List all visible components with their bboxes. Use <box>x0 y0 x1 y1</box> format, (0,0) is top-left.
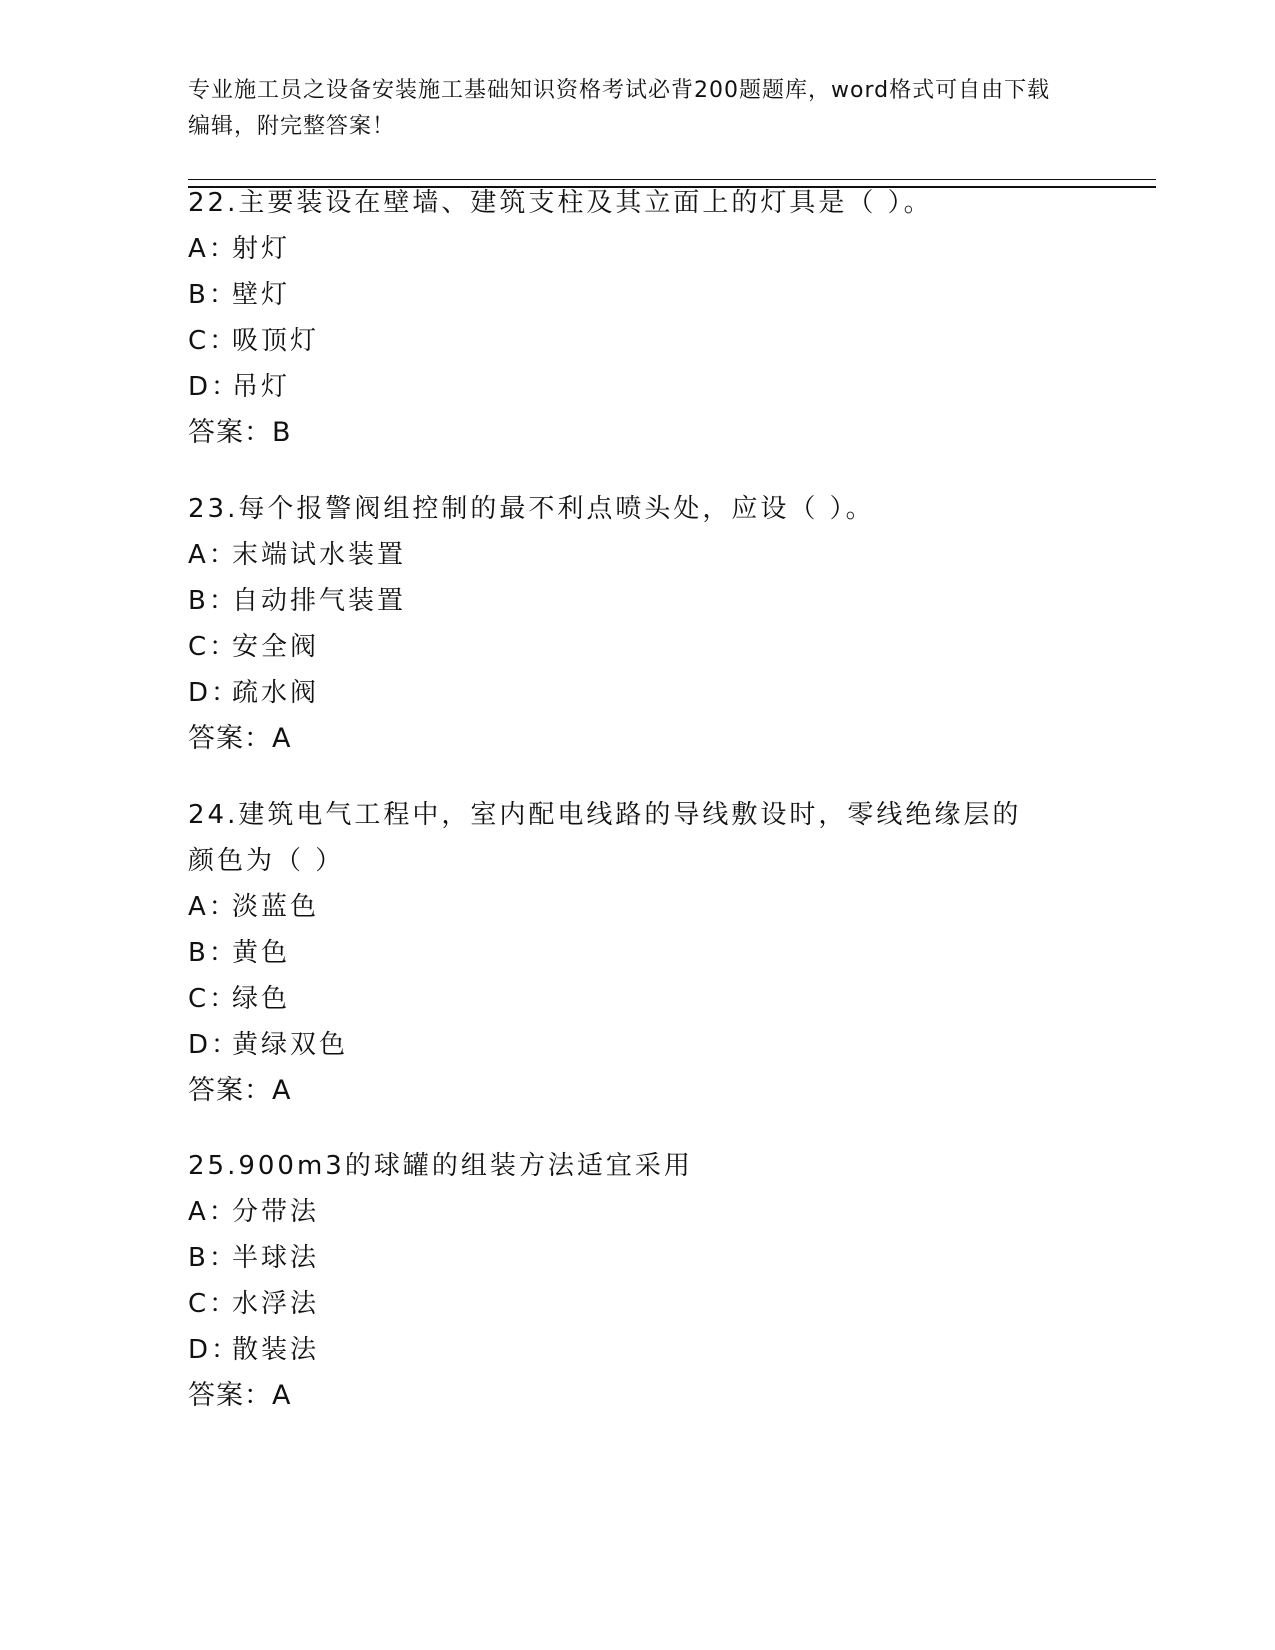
option-text: 半球法 <box>232 1243 320 1273</box>
option-key: A： <box>188 234 238 264</box>
answer-value: A <box>272 723 291 754</box>
question-23 <box>188 486 1088 762</box>
option-d <box>188 364 1088 410</box>
option-key: D： <box>188 678 241 708</box>
option-text: 水浮法 <box>232 1289 320 1319</box>
option-key: B： <box>188 280 238 310</box>
option-text: 黄色 <box>232 938 291 968</box>
option-d <box>188 1327 1088 1373</box>
option-b <box>188 1235 1088 1281</box>
answer-label: 答案： <box>188 723 272 754</box>
option-b <box>188 272 1088 318</box>
option-b <box>188 578 1088 624</box>
answer-label: 答案： <box>188 417 272 448</box>
option-a <box>188 532 1088 578</box>
option-key: A： <box>188 892 238 922</box>
answer-line <box>188 1068 1088 1114</box>
option-text: 末端试水装置 <box>232 540 407 570</box>
option-b <box>188 930 1088 976</box>
option-text: 分带法 <box>232 1197 320 1227</box>
question-25 <box>188 1143 1088 1419</box>
answer-line <box>188 1373 1088 1419</box>
option-key: D： <box>188 372 241 402</box>
option-d <box>188 1022 1088 1068</box>
option-text: 射灯 <box>232 234 291 264</box>
option-text: 淡蓝色 <box>232 892 320 922</box>
option-key: B： <box>188 1243 238 1273</box>
option-text: 疏水阀 <box>232 678 320 708</box>
option-key: C： <box>188 1289 239 1319</box>
answer-value: A <box>272 1380 291 1411</box>
answer-label: 答案： <box>188 1380 272 1411</box>
option-text: 绿色 <box>232 984 291 1014</box>
option-a <box>188 226 1088 272</box>
answer-line <box>188 716 1088 762</box>
option-key: B： <box>188 586 238 616</box>
question-22 <box>188 180 1088 456</box>
question-stem: 25.900m3的球罐的组装方法适宜采用 <box>188 1151 693 1181</box>
option-key: D： <box>188 1335 241 1365</box>
question-stem: 23.每个报警阀组控制的最不利点喷头处，应设（ ）。 <box>188 494 875 524</box>
option-key: C： <box>188 326 239 356</box>
option-key: D： <box>188 1030 241 1060</box>
option-key: C： <box>188 984 239 1014</box>
option-d <box>188 670 1088 716</box>
question-stem: 24.建筑电气工程中，室内配电线路的导线敷设时，零线绝缘层的颜色为（ ） <box>188 800 1022 876</box>
option-key: A： <box>188 1197 238 1227</box>
question-stem: 22.主要装设在壁墙、建筑支柱及其立面上的灯具是（ ）。 <box>188 188 933 218</box>
option-text: 黄绿双色 <box>232 1030 349 1060</box>
option-text: 自动排气装置 <box>232 586 407 616</box>
option-text: 吊灯 <box>232 372 291 402</box>
option-key: C： <box>188 632 239 662</box>
option-c <box>188 976 1088 1022</box>
option-text: 安全阀 <box>232 632 320 662</box>
option-key: B： <box>188 938 238 968</box>
option-a <box>188 884 1088 930</box>
answer-value: B <box>272 417 291 448</box>
document-header: 专业施工员之设备安装施工基础知识资格考试必背200题题库，word格式可自由下载编辑，附完整答案！ <box>188 78 1051 139</box>
option-text: 吸顶灯 <box>232 326 320 356</box>
answer-line <box>188 410 1088 456</box>
option-c <box>188 1281 1088 1327</box>
option-text: 壁灯 <box>232 280 291 310</box>
option-c <box>188 624 1088 670</box>
option-c <box>188 318 1088 364</box>
question-24 <box>188 792 1088 1114</box>
option-text: 散装法 <box>232 1335 320 1365</box>
option-key: A： <box>188 540 238 570</box>
option-a <box>188 1189 1088 1235</box>
answer-label: 答案： <box>188 1075 272 1106</box>
answer-value: A <box>272 1075 291 1106</box>
